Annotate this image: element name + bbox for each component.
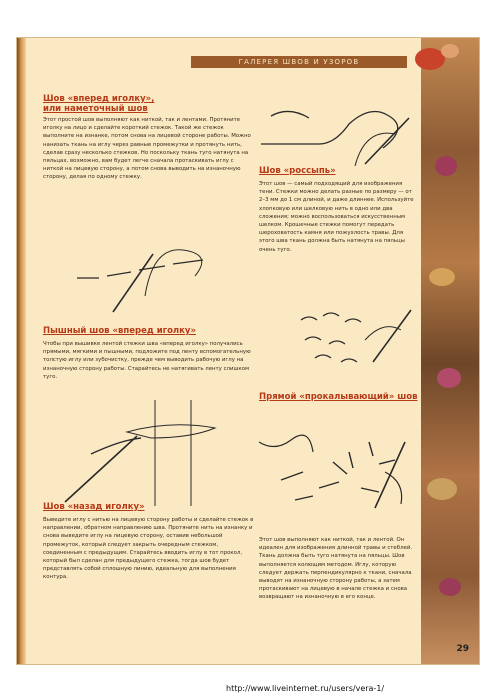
figure-scatter-thread <box>259 104 423 190</box>
figure-forward-stitch <box>73 236 233 314</box>
decorative-photo-strip <box>421 38 479 664</box>
section-title-back: Шов «назад иголку» <box>43 502 145 512</box>
section-text-fluffy: Чтобы при вышивке лентой стежки шва «вперед иголку» получались прямыми, мягкими и пышными, подложите под ленту вспомогательную толстую иглу или зубочистку, прежде чем выводить рабочую иглу на изнаночную сторону работы. Старайтесь не натягивать ленту слишком туго. <box>43 341 251 380</box>
flower-decoration <box>435 156 457 176</box>
page-number: 29 <box>456 644 469 654</box>
flower-decoration <box>437 368 461 388</box>
flower-decoration <box>429 268 455 286</box>
section-text-straight: Этот шов выполняют как ниткой, так и лентой. Он идеален для изображения длинной травы и стеблей. Ткань должна быть туго натянута на пяльцы. Шов выполняется колющим методом. Иглу, которую следует держать перпендикулярно к ткани, сначала выводят на изнаночную сторону работы, а затем протаскивают на лицевую в начале стежка и снова возвращают на изнаночную в его конце. <box>259 537 413 601</box>
section-title-straight: Прямой «прокалывающий» шов <box>259 392 418 402</box>
section-title-fluffy: Пышный шов «вперед иголку» <box>43 326 196 336</box>
title-line: или наметочный шов <box>43 104 148 114</box>
flower-decoration <box>427 478 457 500</box>
section-title-forward <box>43 94 223 114</box>
bead-decoration <box>441 44 459 58</box>
section-title-scatter: Шов «россыпь» <box>259 166 336 176</box>
title-line: Шов «вперед иголку», <box>43 94 155 104</box>
figure-scatter-stitches <box>293 300 423 370</box>
figure-fluffy-stitch <box>51 398 261 508</box>
section-text-scatter: Этот шов — самый подходящий для изображения тени. Стежки можно делать разные по размеру — от 2–3 мм до 1 см длиной, и даже длиннее. Используйте хлопковую или шелковую нить в одно или два сложения; можно воспользоваться искусственным шелком. Крошечные стежки помогут передать шероховатость камня или пожухлость травы. Для этого шва ткань должна быть натянута на пяльцы очень туго. <box>259 181 414 253</box>
section-text-forward: Этот простой шов выполняют как ниткой, так и лентами. Протяните иголку на лицо и сделайте короткий стежок. Такой же стежок выполните на изнанке, потом снова на лицевой стороне работы. Можно нанизать ткань на иглу через равные промежутки и протянуть нить, сделав сразу несколько стежков. Но поскольку ткань туго натянута на пяльцах, возможно, вам будет легче сначала протаскивать иглу с ниткой на лицевую сторону, а потом снова выводить на изнаночную сторону, делая по одному стежку. <box>43 117 251 181</box>
figure-straight-stitches <box>255 412 421 522</box>
book-page <box>16 37 480 665</box>
flower-decoration <box>439 578 461 596</box>
footer-url[interactable]: http://www.liveinternet.ru/users/vera-1/ <box>226 684 385 693</box>
page-edge-gradient <box>17 38 26 664</box>
section-text-back: Выведите иглу с нитью на лицевую сторону работы и сделайте стежок в направлении, обратном направлению шва. Протяните нить на изнанку и снова выведите иглу на лицевую сторону, оставив небольшой промежуток, который следует закрыть очередным стежком, соединенным с предыдущим. Старайтесь вводить иглу в тот прокол, который был сделан для предыдущего стежка, тогда шов будет представлять собой сплошную линию, идеальную для выполнения контура. <box>43 517 254 581</box>
header-band: ГАЛЕРЕЯ ШВОВ И УЗОРОВ <box>191 56 407 68</box>
